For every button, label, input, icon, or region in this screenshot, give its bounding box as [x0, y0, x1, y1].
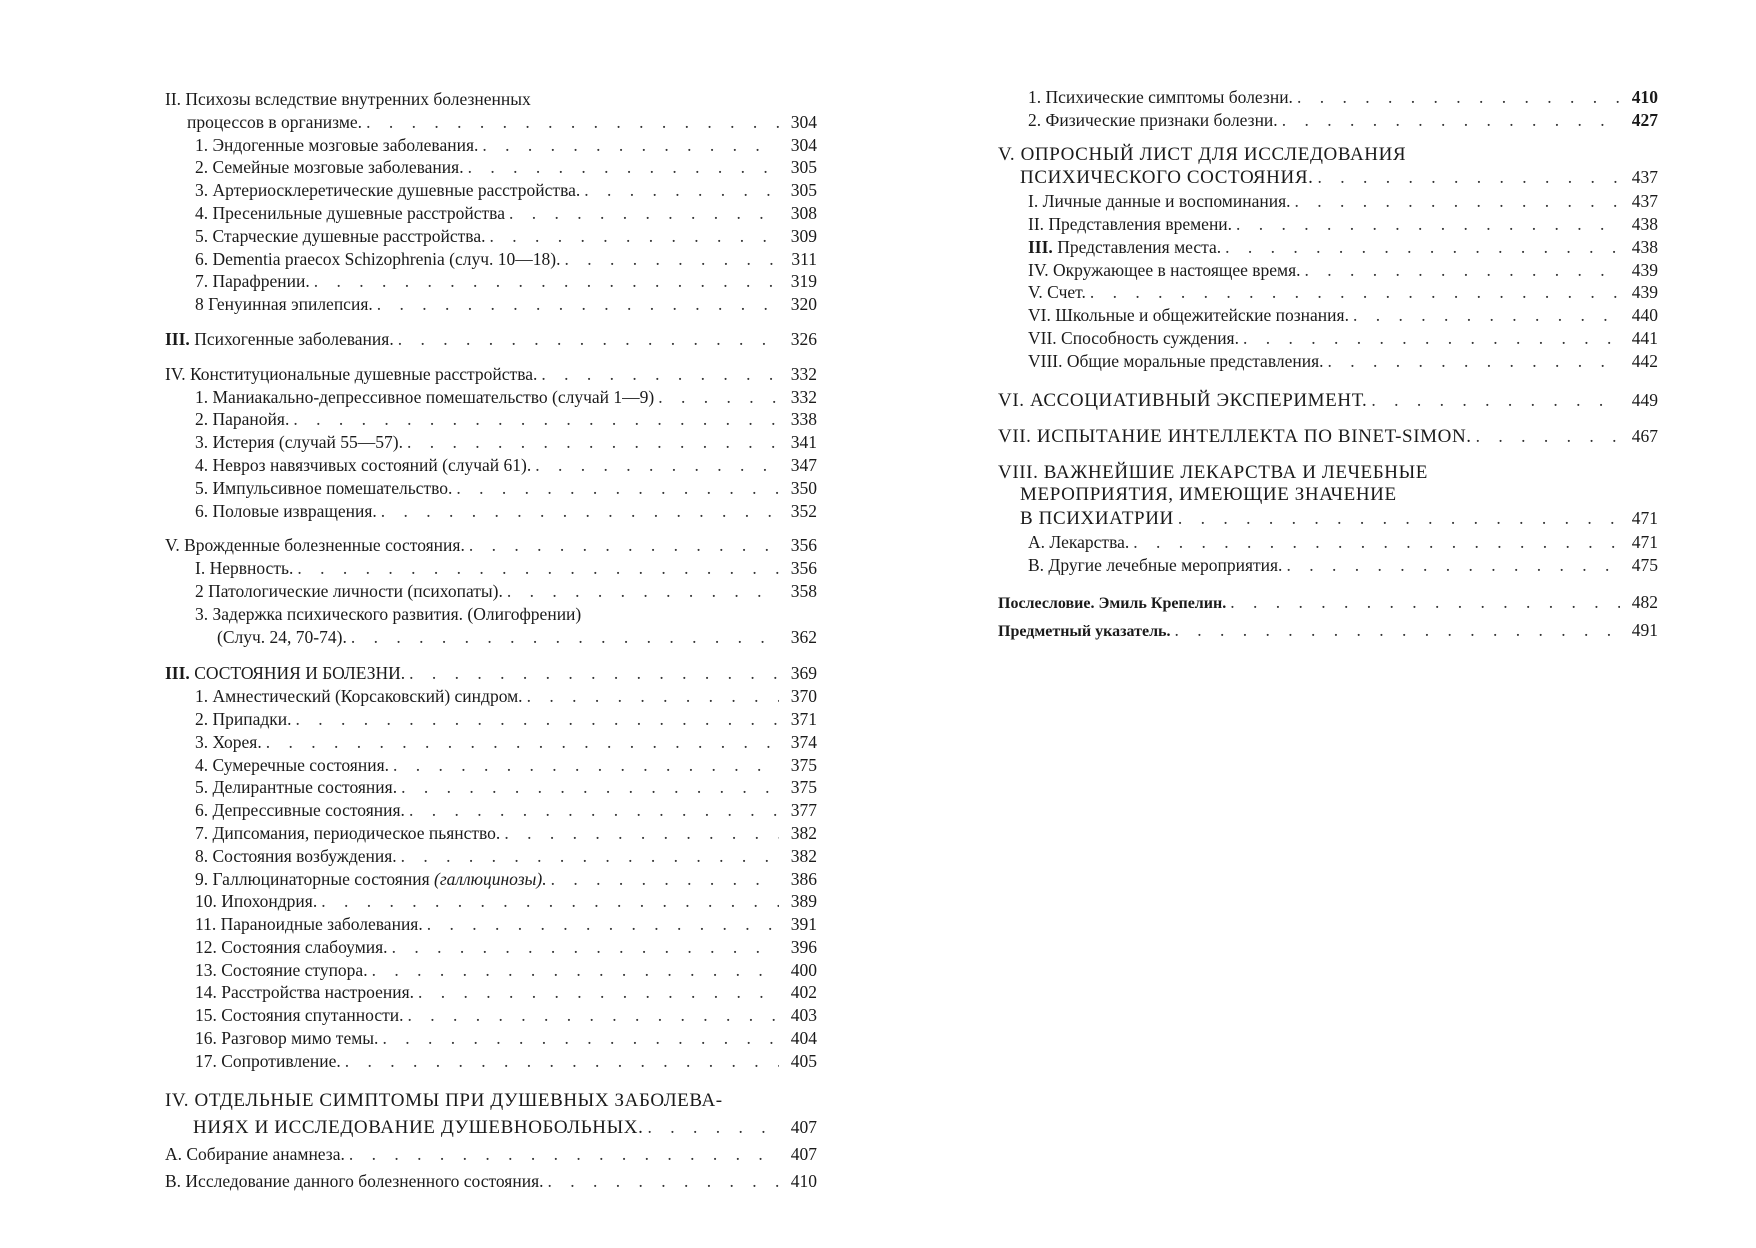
entry-title: А. Собирание анамнеза. [165, 1143, 345, 1164]
toc-entry [998, 259, 1658, 282]
entry-page: 377 [790, 800, 817, 821]
entry-page: 437 [1631, 191, 1658, 212]
toc-entry [165, 822, 817, 845]
entry-page: 350 [790, 477, 817, 498]
part-title: VIII. ВАЖНЕЙШИЕ ЛЕКАРСТВА И ЛЕЧЕБНЫЕ [998, 461, 1428, 483]
part-entry [998, 423, 1658, 450]
part-title: МЕРОПРИЯТИЯ, ИМЕЮЩИЕ ЗНАЧЕНИЕ [1020, 484, 1397, 506]
part-title: V. ОПРОСНЫЙ ЛИСТ ДЛЯ ИССЛЕДОВАНИЯ [998, 143, 1407, 165]
entry-page: 356 [790, 535, 817, 556]
entry-title: 10. Ипохондрия. [195, 891, 318, 912]
entry-title: В. Другие лечебные мероприятия. [1028, 554, 1283, 575]
entry-page: 439 [1631, 282, 1658, 303]
entry-title: 12. Состояния слабоумия. [195, 936, 388, 957]
entry-title: 3. Хорея. [195, 731, 262, 752]
entry-title: (Случ. 24, 70-74). [217, 626, 347, 647]
entry-title: 1. Эндогенные мозговые заболевания. [195, 134, 479, 155]
entry-page: 375 [790, 777, 817, 798]
entry-title: 2. Паранойя. [195, 409, 290, 430]
entry-page: 311 [791, 248, 817, 269]
entry-title: 7. Дипсомания, периодическое пьянство. [195, 822, 501, 843]
part-number: III. [165, 663, 190, 684]
entry-title: 2. Физические признаки болезни. [1028, 109, 1278, 130]
entry-page: 319 [790, 271, 817, 292]
entry-title: V. Счет. [1028, 282, 1086, 303]
toc-entry [165, 270, 817, 293]
entry-page: 482 [1631, 591, 1658, 612]
entry-page: 449 [1631, 389, 1658, 410]
entry-page: 382 [790, 822, 817, 843]
afterword-entry [998, 589, 1658, 617]
entry-page: 326 [790, 328, 817, 349]
toc-entry [165, 386, 817, 409]
entry-title: 13. Состояние ступора. [195, 959, 368, 980]
toc-entry [165, 293, 817, 316]
toc-entry [165, 799, 817, 822]
entry-title: НИЯХ И ИССЛЕДОВАНИЕ ДУШЕВНОБОЛЬНЫХ. [193, 1116, 644, 1138]
entry-title: 2 Патологические личности (психопаты). [195, 580, 503, 601]
toc-entry [165, 1168, 817, 1195]
entry-title: 3. Задержка психического развития. (Олигофрении) [195, 603, 582, 624]
toc-entry [165, 134, 817, 157]
entry-page: 304 [790, 134, 817, 155]
entry-page: 362 [790, 626, 817, 647]
toc-entry [165, 477, 817, 500]
toc-entry [165, 981, 817, 1004]
entry-title: 7. Парафрении. [195, 271, 310, 292]
entry-title: Послесловие. Эмиль Крепелин. [998, 594, 1227, 612]
entry-title [165, 662, 405, 685]
toc-entry [165, 179, 817, 202]
entry-page: 402 [790, 982, 817, 1003]
entry-page: 305 [790, 157, 817, 178]
entry-page: 405 [790, 1050, 817, 1071]
entry-title: VII. Способность суждения. [1028, 327, 1239, 348]
entry-page: 407 [790, 1116, 817, 1137]
part-entry [998, 507, 1658, 531]
toc-entry [998, 531, 1658, 554]
entry-title: В. Исследование данного болезненного состояния. [165, 1170, 544, 1191]
toc-entry [165, 913, 817, 936]
index-entry [998, 617, 1658, 645]
entry-page: 356 [790, 558, 817, 579]
entry-number: III. [1028, 236, 1053, 257]
toc-entry [165, 890, 817, 913]
entry-page: 389 [790, 891, 817, 912]
toc-entry [165, 685, 817, 708]
toc-entry [165, 731, 817, 754]
toc-entry [165, 500, 817, 523]
entry-title: 2. Семейные мозговые заболевания. [195, 157, 464, 178]
entry-text: 9. Галлюцинаторные состояния [195, 868, 430, 889]
entry-page: 410 [790, 1170, 817, 1191]
toc-entry [998, 190, 1658, 213]
entry-title: 6. Dementia praecox Schizophrenia (случ. 10—18). [195, 248, 561, 269]
toc-entry [165, 156, 817, 179]
toc-entry [165, 776, 817, 799]
entry-title: 4. Пресенильные душевные расстройства [195, 202, 505, 223]
entry-page: 341 [790, 432, 817, 453]
entry-page: 403 [790, 1005, 817, 1026]
entry-title: 3. Истерия (случай 55—57). [195, 432, 403, 453]
entry-title [195, 868, 547, 891]
toc-entry [165, 1141, 817, 1168]
entry-title: IV. Окружающее в настоящее время. [1028, 259, 1301, 280]
toc-entry [165, 454, 817, 477]
entry-title [1028, 236, 1221, 259]
entry-page: 467 [1631, 425, 1658, 446]
entry-page: 308 [790, 202, 817, 223]
toc-entry [165, 959, 817, 982]
entry-page: 442 [1631, 350, 1658, 371]
entry-title: 4. Сумеречные состояния. [195, 754, 390, 775]
part-entry [165, 1114, 817, 1141]
toc-entry [998, 86, 1658, 109]
entry-page: 437 [1631, 167, 1658, 188]
entry-page: 391 [790, 914, 817, 935]
entry-page: 370 [790, 686, 817, 707]
entry-title: В ПСИХИАТРИИ [1020, 508, 1174, 530]
entry-page: 332 [790, 363, 817, 384]
entry-title: 3. Артериосклеретические душевные расстройства. [195, 180, 581, 201]
entry-title: 11. Параноидные заболевания. [195, 914, 423, 935]
entry-italic-text: (галлюцинозы). [434, 868, 547, 889]
entry-page: 386 [790, 868, 817, 889]
entry-title: 6. Половые извращения. [195, 500, 377, 521]
toc-entry [165, 1050, 817, 1073]
toc-entry [998, 109, 1658, 132]
entry-page: 438 [1631, 236, 1658, 257]
entry-title: 1. Амнестический (Корсаковский) синдром. [195, 686, 523, 707]
section-entry [165, 534, 817, 557]
toc-entry [998, 213, 1658, 236]
entry-title: 8 Генуинная эпилепсия. [195, 294, 373, 315]
entry-page: 410 [1631, 87, 1658, 107]
entry-title: V. Врожденные болезненные состояния. [165, 535, 465, 556]
entry-title: 6. Депрессивные состояния. [195, 800, 405, 821]
entry-title: 8. Состояния возбуждения. [195, 845, 397, 866]
entry-title: 4. Невроз навязчивых состояний (случай 61). [195, 454, 532, 475]
toc-entry [998, 554, 1658, 577]
entry-page: 427 [1631, 109, 1658, 130]
entry-title: процессов в организме. [187, 111, 363, 132]
entry-page: 352 [790, 500, 817, 521]
entry-title: 14. Расстройства настроения. [195, 982, 414, 1003]
entry-page: 440 [1631, 305, 1658, 326]
entry-title: 5. Делирантные состояния. [195, 777, 398, 798]
toc-entry [998, 327, 1658, 350]
entry-title: VII. ИСПЫТАНИЕ ИНТЕЛЛЕКТА ПО BINET-SIMON. [998, 425, 1472, 447]
entry-text: Представления места. [1057, 236, 1222, 257]
entry-page: 404 [790, 1028, 817, 1049]
toc-entry [165, 626, 817, 649]
entry-title: IV. Конституциональные душевные расстройства. [165, 363, 538, 384]
toc-entry [165, 225, 817, 248]
entry-page: 438 [1631, 213, 1658, 234]
entry-page: 369 [790, 663, 817, 684]
toc-entry [165, 111, 817, 134]
toc-entry [998, 236, 1658, 259]
entry-title: 15. Состояния спутанности. [195, 1005, 404, 1026]
toc-entry [165, 845, 817, 868]
right-toc-column [998, 86, 1658, 645]
entry-page: 475 [1631, 554, 1658, 575]
entry-title: II. Представления времени. [1028, 213, 1233, 234]
entry-title: VI. АССОЦИАТИВНЫЙ ЭКСПЕРИМЕНТ. [998, 389, 1368, 411]
part-entry [998, 166, 1658, 190]
entry-title [165, 328, 394, 351]
entry-page: 371 [790, 708, 817, 729]
toc-entry [165, 868, 817, 891]
entry-page: 396 [790, 936, 817, 957]
entry-page: 441 [1631, 327, 1658, 348]
entry-page: 400 [790, 959, 817, 980]
entry-title: 16. Разговор мимо темы. [195, 1028, 379, 1049]
section-number: III. [165, 328, 190, 349]
entry-title: I. Личные данные и воспоминания. [1028, 191, 1291, 212]
entry-title: VI. Школьные и общежитейские познания. [1028, 305, 1349, 326]
part-title: IV. ОТДЕЛЬНЫЕ СИМПТОМЫ ПРИ ДУШЕВНЫХ ЗАБОЛЕВА- [165, 1089, 723, 1111]
entry-page: 305 [790, 180, 817, 201]
entry-page: 332 [790, 386, 817, 407]
entry-title: 1. Психические симптомы болезни. [1028, 87, 1293, 107]
toc-entry [165, 431, 817, 454]
entry-title: 17. Сопротивление. [195, 1050, 341, 1071]
entry-page: 320 [790, 294, 817, 315]
entry-page: 491 [1631, 619, 1658, 640]
toc-entry [165, 202, 817, 225]
entry-title: 2. Припадки. [195, 708, 292, 729]
entry-page: 375 [790, 754, 817, 775]
entry-title: ПСИХИЧЕСКОГО СОСТОЯНИЯ. [1020, 167, 1314, 189]
toc-entry [165, 557, 817, 580]
part-entry [165, 662, 817, 685]
section-entry [165, 328, 817, 351]
entry-page: 304 [790, 111, 817, 132]
entry-page: 338 [790, 409, 817, 430]
left-toc-column [165, 88, 817, 1195]
section-entry [165, 363, 817, 386]
section-title: II. Психозы вследствие внутренних болезненных [165, 89, 531, 109]
section-title: Психогенные заболевания. [194, 328, 394, 349]
entry-page: 407 [790, 1143, 817, 1164]
entry-page: 471 [1631, 508, 1658, 529]
toc-entry [165, 708, 817, 731]
entry-page: 382 [790, 845, 817, 866]
entry-title: I. Нервность. [195, 558, 294, 579]
entry-title: А. Лекарства. [1028, 531, 1130, 552]
entry-title: 5. Импульсивное помешательство. [195, 477, 453, 498]
entry-page: 439 [1631, 259, 1658, 280]
entry-page: 358 [790, 580, 817, 601]
toc-entry [165, 248, 817, 271]
entry-page: 347 [790, 454, 817, 475]
toc-entry [998, 281, 1658, 304]
toc-entry [165, 936, 817, 959]
entry-page: 309 [790, 225, 817, 246]
toc-entry [165, 1027, 817, 1050]
toc-entry [165, 754, 817, 777]
toc-entry [165, 580, 817, 603]
toc-entry [998, 304, 1658, 327]
entry-title: 5. Старческие душевные расстройства. [195, 225, 486, 246]
entry-title: Предметный указатель. [998, 622, 1171, 640]
entry-page: 374 [790, 731, 817, 752]
entry-title: VIII. Общие моральные представления. [1028, 350, 1324, 371]
part-title: СОСТОЯНИЯ И БОЛЕЗНИ. [194, 663, 406, 684]
part-entry [998, 387, 1658, 414]
entry-page: 471 [1631, 531, 1658, 552]
toc-entry [165, 1004, 817, 1027]
toc-entry [165, 408, 817, 431]
entry-title: 1. Маниакально-депрессивное помешательство (случай 1—9) [195, 386, 655, 407]
toc-entry [998, 350, 1658, 373]
